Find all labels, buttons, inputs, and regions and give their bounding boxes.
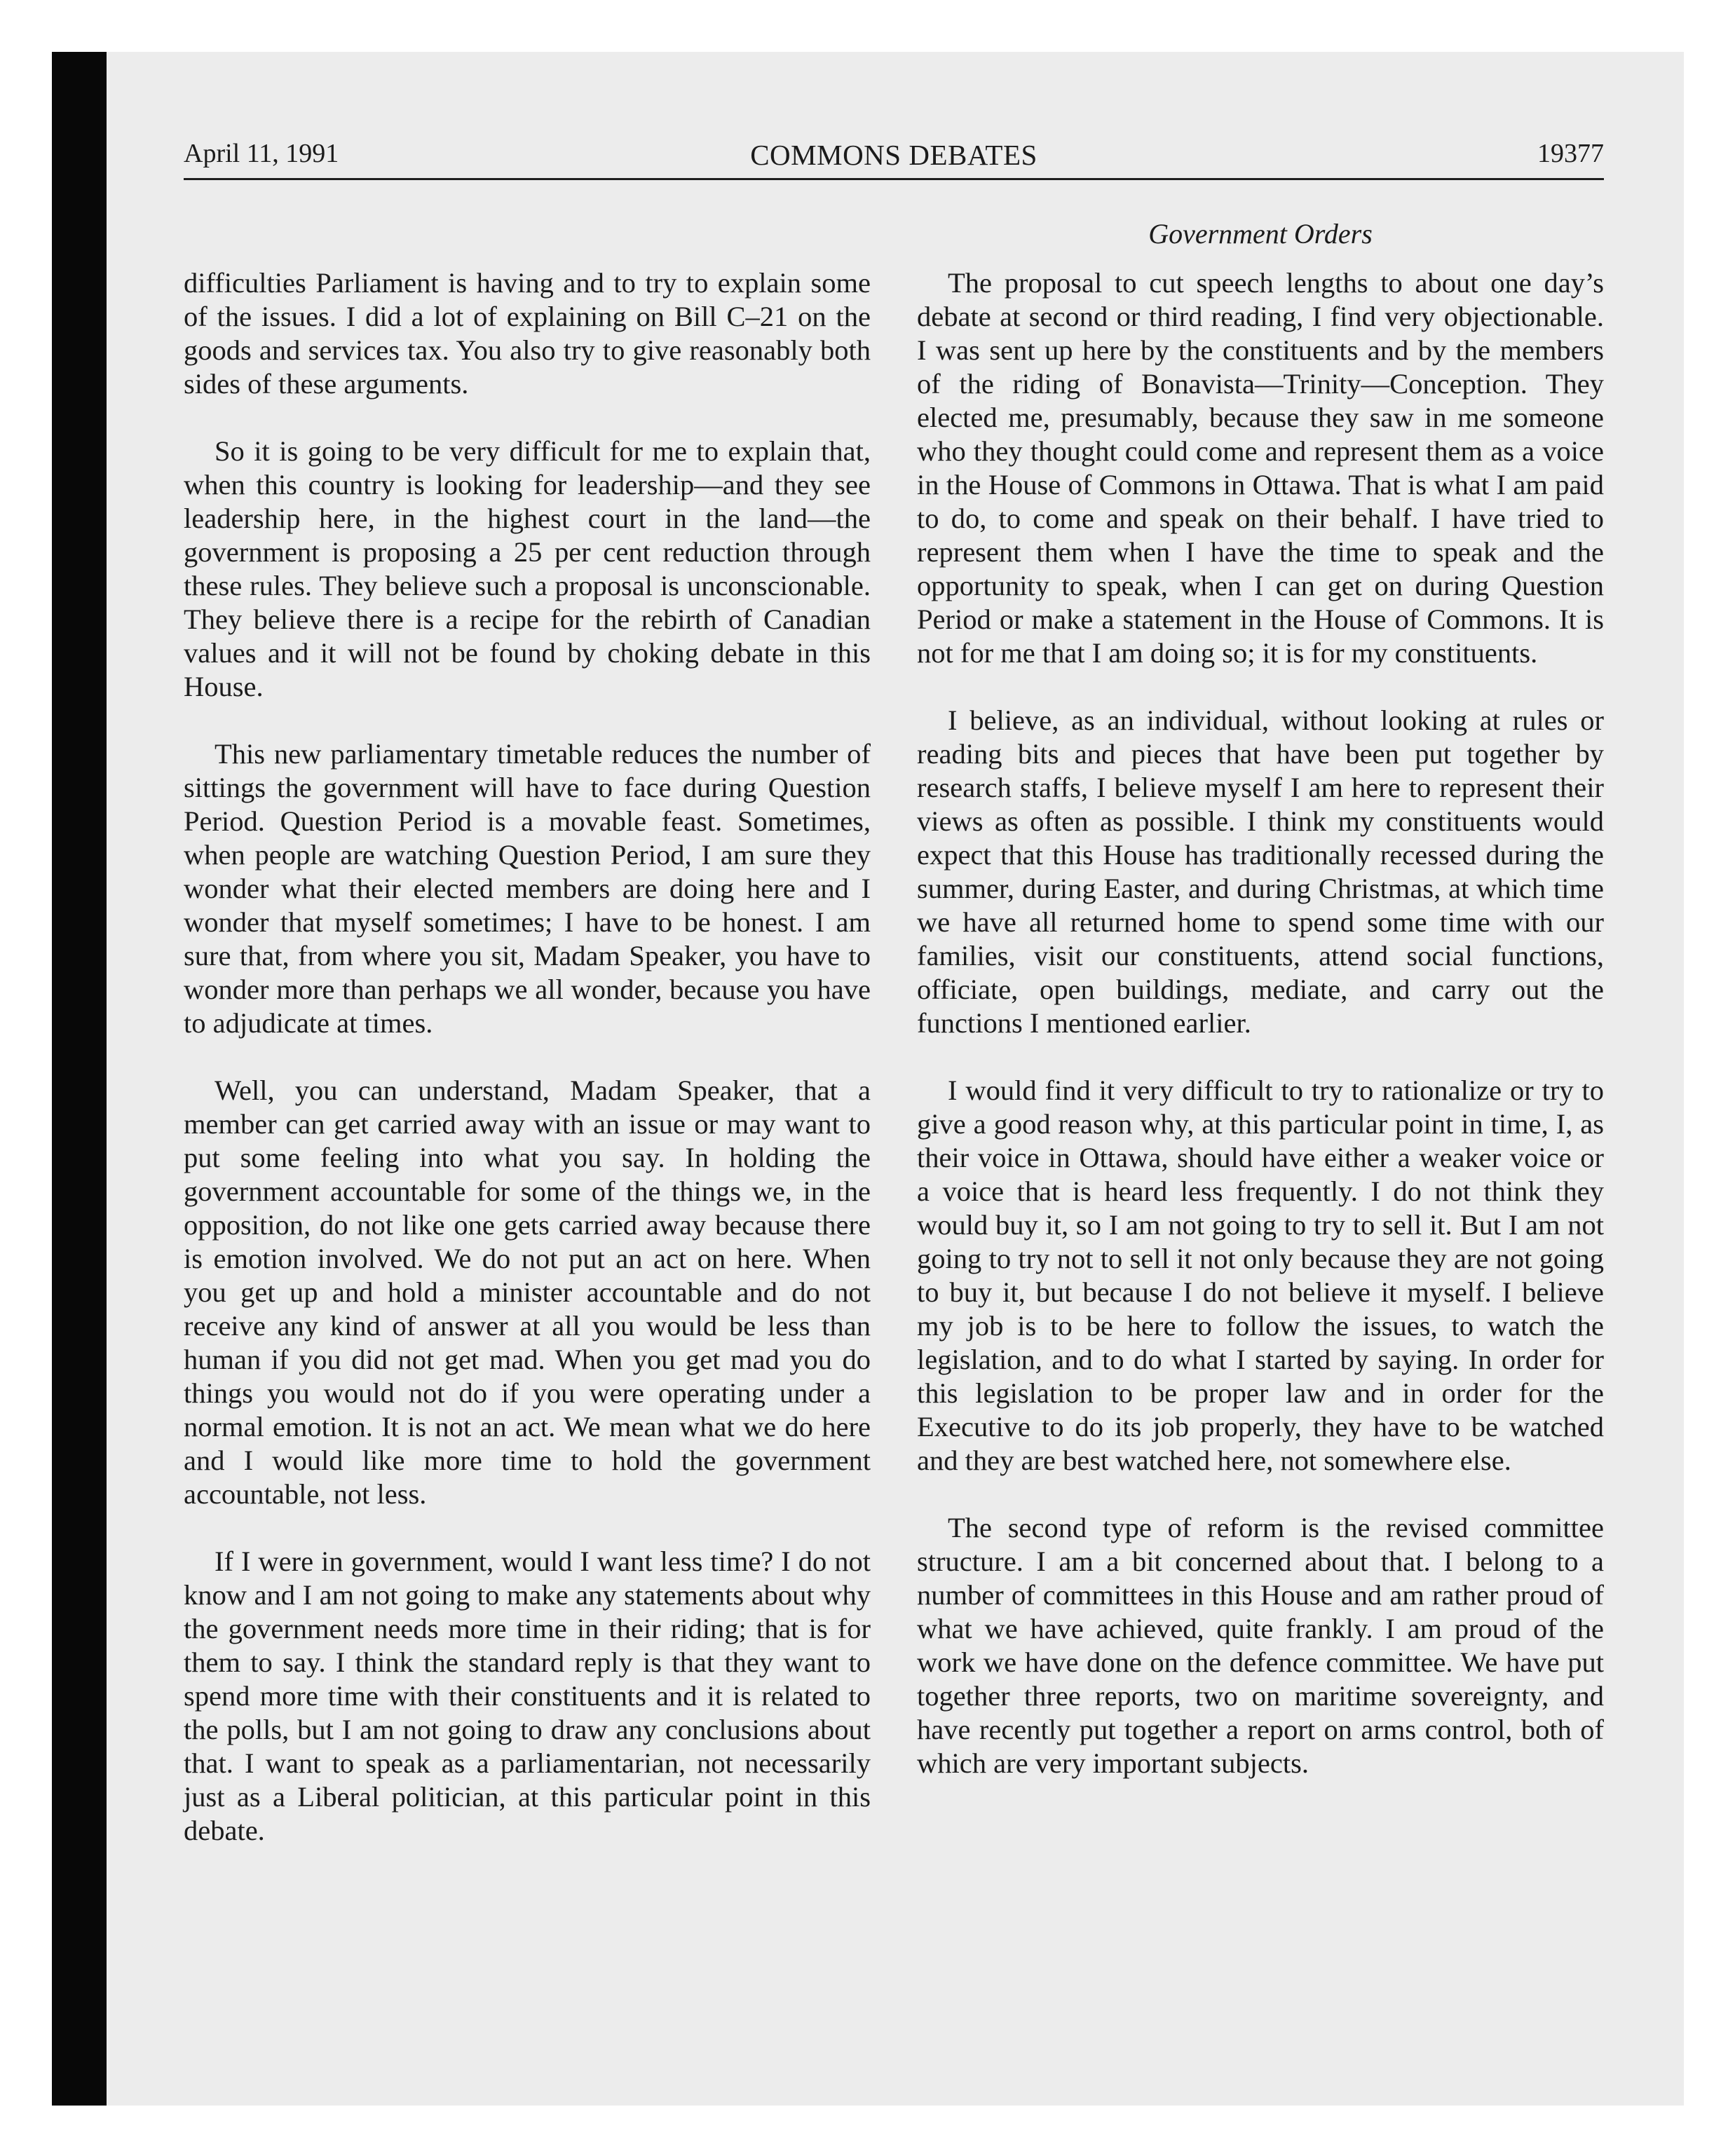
paragraph: I believe, as an individual, without looking at rules or reading bits and pieces that have been put together by research staffs, I believe myself I am here to represent their views as often as possible. I think my constituents would expect that this House has traditionally recessed during the summer, during Easter, and during Christmas, at which time we have all returned home to spend some time with our families, visit our constituents, attend social functions, officiate, open buildings, mediate, and carry out the functions I mentioned earlier.	[917, 704, 1604, 1039]
paragraph: This new parliamentary timetable reduces the number of sittings the government will have to face during Question Period. Question Period is a movable feast. Sometimes, when people are watching Question Period, I am sure they wonder what their elected members are doing here and I wonder that myself sometimes; I have to be honest. I am sure that, from where you sit, Madam Speaker, you have to wonder more than perhaps we all wonder, because you have to adjudicate at times.	[184, 738, 871, 1039]
paragraph: If I were in government, would I want less time? I do not know and I am not going to make any statements about why the government needs more time in their riding; that is for them to say. I think the standard reply is that they want to spend more time with their constituents and it is related to the polls, but I am not going to draw any conclusions about that. I want to speak as a parliamentarian, not necessarily just as a Liberal politician, at this particular point in this debate.	[184, 1546, 871, 1846]
paragraph: The second type of reform is the revised committee structure. I am a bit concerned about that. I belong to a number of committees in this House and am rather proud of what we have achieved, quite frankly. I am proud of the work we have done on the defence committee. We have put together three reports, two on maritime sovereignty, and have recently put together a report on arms control, both of which are very important subjects.	[917, 1512, 1604, 1779]
paragraph: I would find it very difficult to try to rationalize or try to give a good reason why, at this particular point in time, I, as their voice in Ottawa, should have either a weaker voice or a voice that is heard less frequently. I do not think they would buy it, so I am not going to try to sell it. But I am not going to try not to sell it not only because they are not going to buy it, but because I do not believe it myself. I believe my job is to be here to follow the issues, to watch the legislation, and to do what I started by saying. In order for this legislation to be proper law and in order for the Executive to do its job properly, they have to be watched and they are best watched here, not somewhere else.	[917, 1074, 1604, 1476]
paragraph: The proposal to cut speech lengths to about one day’s debate at second or third reading, I find very objectionable. I was sent up here by the constituents and by the members of the riding of Bonavista—Trinity—Conception. They elected me, presumably, because they saw in me someone who they thought could come and represent them as a voice in the House of Commons in Ottawa. That is what I am paid to do, to come and speak on their behalf. I have tried to represent them when I have the time to speak and the opportunity to speak, when I can get on during Question Period or make a statement in the House of Commons. It is not for me that I am doing so; it is for my constituents.	[917, 267, 1604, 669]
paragraph: So it is going to be very difficult for me to explain that, when this country is looking for leadership—and they see leadership here, in the highest court in the land—the government is proposing a 25 per cent reduction through these rules. They believe such a proposal is unconscionable. They believe there is a recipe for the rebirth of Canadian values and it will not be found by choking debate in this House.	[184, 435, 871, 702]
header-page-number: 19377	[1537, 139, 1604, 168]
left-column	[184, 266, 871, 1881]
header-journal-title: COMMONS DEBATES	[750, 139, 1037, 171]
paragraph: Well, you can understand, Madam Speaker, that a member can get carried away with an issue or may want to put some feeling into what you say. In holding the government accountable for some of the things we, in the opposition, do not like one gets carried away because there is emotion involved. We do not put an act on here. When you get up and hold a minister accountable and do not receive any kind of answer at all you would be less than human if you did not get mad. When you get mad you do things you would not do if you were operating under a normal emotion. It is not an act. We mean what we do here and I would like more time to hold the government accountable, not less.	[184, 1074, 871, 1510]
binding-edge	[52, 52, 107, 2106]
running-header	[184, 135, 1604, 180]
section-title: Government Orders	[1148, 218, 1373, 250]
right-column	[917, 266, 1604, 1814]
header-date: April 11, 1991	[184, 139, 339, 168]
paragraph: difficulties Parliament is having and to try to explain some of the issues. I did a lot of explaining on Bill C–21 on the goods and services tax. You also try to give reasonably both sides of these arguments.	[184, 267, 871, 400]
header-rule	[184, 178, 1604, 180]
